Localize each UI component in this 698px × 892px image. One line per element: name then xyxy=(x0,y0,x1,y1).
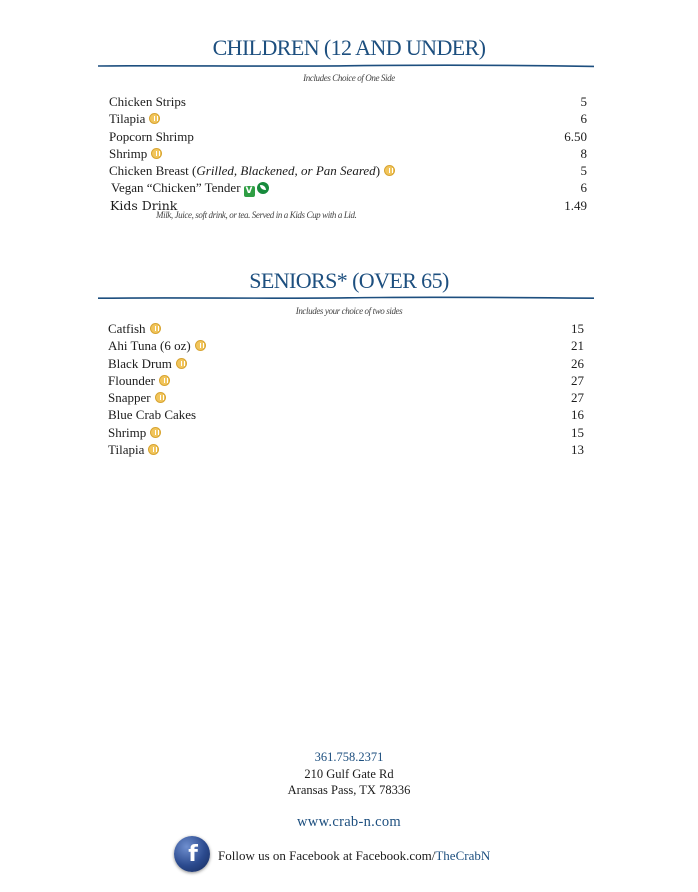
menu-item xyxy=(108,372,584,389)
item-name: Black Drum xyxy=(108,355,172,371)
menu-item xyxy=(109,179,587,196)
gluten-free-icon xyxy=(176,358,187,369)
menu-item xyxy=(108,406,584,423)
menu-item xyxy=(109,110,587,127)
item-price: 6 xyxy=(580,180,587,196)
facebook-prefix: Follow us on Facebook at Facebook.com/ xyxy=(218,848,436,863)
menu-item xyxy=(109,93,587,110)
gluten-free-icon xyxy=(195,340,206,351)
menu-item xyxy=(108,424,584,441)
item-name: Ahi Tuna (6 oz) xyxy=(108,338,191,354)
gluten-free-icon xyxy=(149,113,160,124)
item-name: Chicken Strips xyxy=(109,94,186,109)
gluten-free-icon xyxy=(150,323,161,334)
item-price: 5 xyxy=(580,94,587,109)
address-line-2: Aransas Pass, TX 78336 xyxy=(287,783,411,797)
item-price: 6.50 xyxy=(564,128,587,144)
item-name: Catfish xyxy=(108,321,146,336)
item-price: 6 xyxy=(580,111,587,127)
website-link[interactable]: www.crab-n.com xyxy=(297,814,401,830)
menu-item xyxy=(108,320,584,337)
vegetarian-icon: V xyxy=(244,186,255,197)
address-line-1: 210 Gulf Gate Rd xyxy=(304,767,394,781)
children-section-title: CHILDREN (12 AND UNDER) xyxy=(212,35,486,60)
item-price: 1.49 xyxy=(564,197,587,213)
item-name: Flounder xyxy=(108,372,155,388)
menu-item xyxy=(108,337,584,354)
item-name: Tilapia xyxy=(108,442,145,458)
item-name-suffix: ) xyxy=(375,163,381,179)
facebook-link[interactable]: TheCrabN xyxy=(435,848,491,863)
phone-number[interactable]: 361.758.2371 xyxy=(314,750,384,764)
children-menu-list xyxy=(109,93,587,214)
menu-item xyxy=(109,162,587,179)
item-price: 16 xyxy=(571,407,584,423)
item-price: 8 xyxy=(580,145,587,161)
gluten-free-icon xyxy=(150,427,161,438)
item-name: Kids Drink xyxy=(110,197,178,213)
menu-item xyxy=(108,355,584,372)
menu-item xyxy=(109,128,587,145)
item-name: Blue Crab Cakes xyxy=(108,407,197,423)
facebook-follow-text xyxy=(218,848,490,864)
gluten-free-icon xyxy=(151,148,162,159)
item-name: Snapper xyxy=(108,390,151,406)
gluten-free-icon xyxy=(159,375,170,386)
item-price: 13 xyxy=(571,442,584,458)
item-price: 27 xyxy=(571,390,584,406)
item-name: Tilapia xyxy=(109,111,146,127)
menu-item xyxy=(108,389,584,406)
facebook-icon[interactable]: f xyxy=(174,836,210,872)
section-divider xyxy=(98,63,594,69)
gluten-free-icon xyxy=(148,444,159,455)
seniors-menu-list xyxy=(108,320,584,458)
item-name: Shrimp xyxy=(108,424,147,440)
seniors-section-title: SENIORS* (OVER 65) xyxy=(249,268,449,293)
section-divider xyxy=(98,295,594,301)
menu-item xyxy=(108,441,584,458)
gluten-free-icon xyxy=(384,165,395,176)
item-price: 26 xyxy=(571,355,584,371)
item-price: 15 xyxy=(571,321,584,336)
vegan-leaf-icon xyxy=(257,182,269,194)
menu-item xyxy=(109,145,587,162)
item-name: Shrimp xyxy=(109,145,148,161)
children-subtitle: Includes Choice of One Side xyxy=(303,73,395,83)
gluten-free-icon xyxy=(155,392,166,403)
item-price: 5 xyxy=(580,163,587,179)
item-name: Popcorn Shrimp xyxy=(109,128,194,144)
item-name-detail: Grilled, Blackened, or Pan Seared xyxy=(196,163,376,179)
item-price: 21 xyxy=(571,338,584,354)
seniors-subtitle: Includes your choice of two sides xyxy=(295,306,403,316)
item-price: 15 xyxy=(571,424,584,440)
item-name: Chicken Breast ( xyxy=(109,163,197,179)
kids-drink-note: Milk, Juice, soft drink, or tea. Served in a Kids Cup with a Lid. xyxy=(156,210,357,220)
item-price: 27 xyxy=(571,372,584,388)
item-name: Vegan “Chicken” Tender xyxy=(111,180,241,196)
